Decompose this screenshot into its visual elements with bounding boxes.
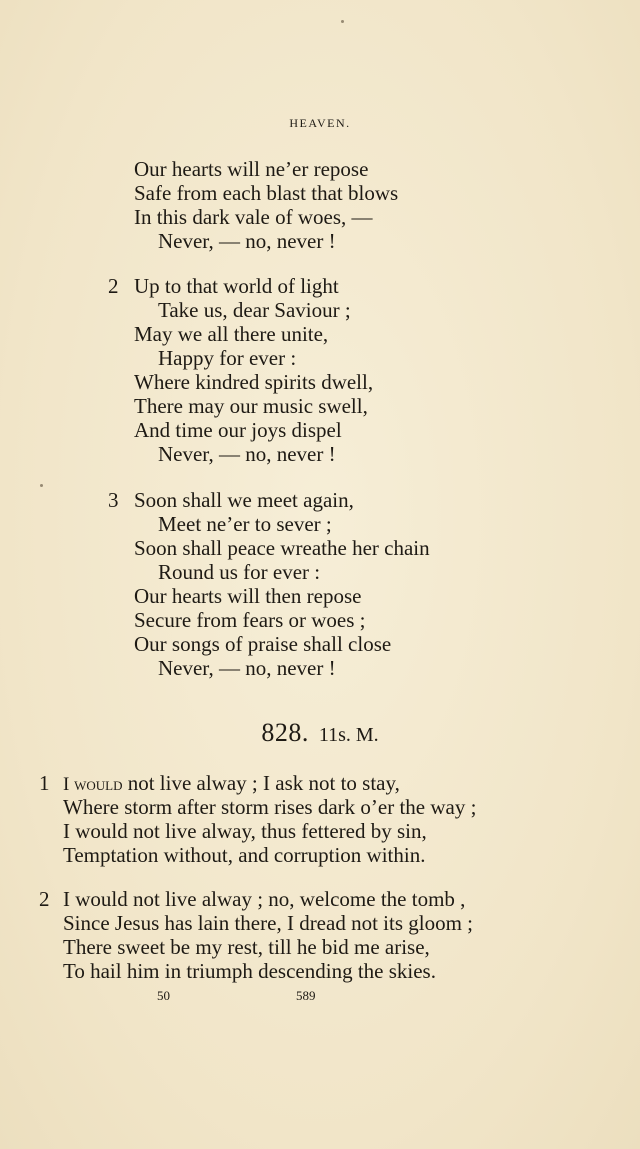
hymn-number: 828. [261, 718, 309, 747]
running-head: HEAVEN. [289, 116, 351, 130]
verse-line: Our hearts will then repose [134, 584, 362, 608]
verse-line: Safe from each blast that blows [134, 181, 399, 205]
verse-line: There sweet be my rest, till he bid me arise, [63, 935, 430, 959]
verse-line: Soon shall we meet again, [134, 488, 354, 512]
verse-line: Never, — no, never ! [158, 229, 336, 253]
first-line-rest: not live alway ; I ask not to stay, [122, 771, 400, 795]
verse-line [63, 771, 400, 797]
verse-line: Where storm after storm rises dark o’er the way ; [63, 795, 477, 819]
verse-line: Meet ne’er to sever ; [158, 512, 332, 536]
hymn-heading [0, 718, 640, 748]
verse-line: Up to that world of light [134, 274, 339, 298]
verse-line: Since Jesus has lain there, I dread not its gloom ; [63, 911, 474, 935]
verse-line: Happy for ever : [158, 346, 297, 370]
hymn-meter: 11s. M. [318, 724, 379, 746]
verse-line: May we all there unite, [134, 322, 329, 346]
verse-line: Never, — no, never ! [158, 656, 336, 680]
first-words: I would [63, 774, 123, 795]
verse-line: Round us for ever : [158, 560, 321, 584]
stanza-number: 3 [108, 488, 119, 512]
stanza-number: 2 [108, 274, 119, 298]
verse-line: In this dark vale of woes, — [134, 205, 373, 229]
verse-line: Our songs of praise shall close [134, 632, 392, 656]
verse-line: Secure from fears or woes ; [134, 608, 366, 632]
stanza-number: 1 [39, 771, 50, 795]
verse-line: Our hearts will ne’er repose [134, 157, 369, 181]
signature-mark: 50 [157, 988, 170, 1003]
paper-speck [341, 20, 344, 23]
verse-line: To hail him in triumph descending the skies. [63, 959, 436, 983]
page-number: 589 [296, 988, 316, 1003]
verse-line: Never, — no, never ! [158, 442, 336, 466]
stanza-number: 2 [39, 887, 50, 911]
verse-line: There may our music swell, [134, 394, 368, 418]
verse-line: Soon shall peace wreathe her chain [134, 536, 430, 560]
paper-speck [40, 484, 43, 487]
verse-line: And time our joys dispel [134, 418, 342, 442]
verse-line: I would not live alway ; no, welcome the tomb , [63, 887, 466, 911]
verse-line: I would not live alway, thus fettered by sin, [63, 819, 427, 843]
verse-line: Where kindred spirits dwell, [134, 370, 374, 394]
verse-line: Temptation without, and corruption within. [63, 843, 426, 867]
verse-line: Take us, dear Saviour ; [158, 298, 351, 322]
